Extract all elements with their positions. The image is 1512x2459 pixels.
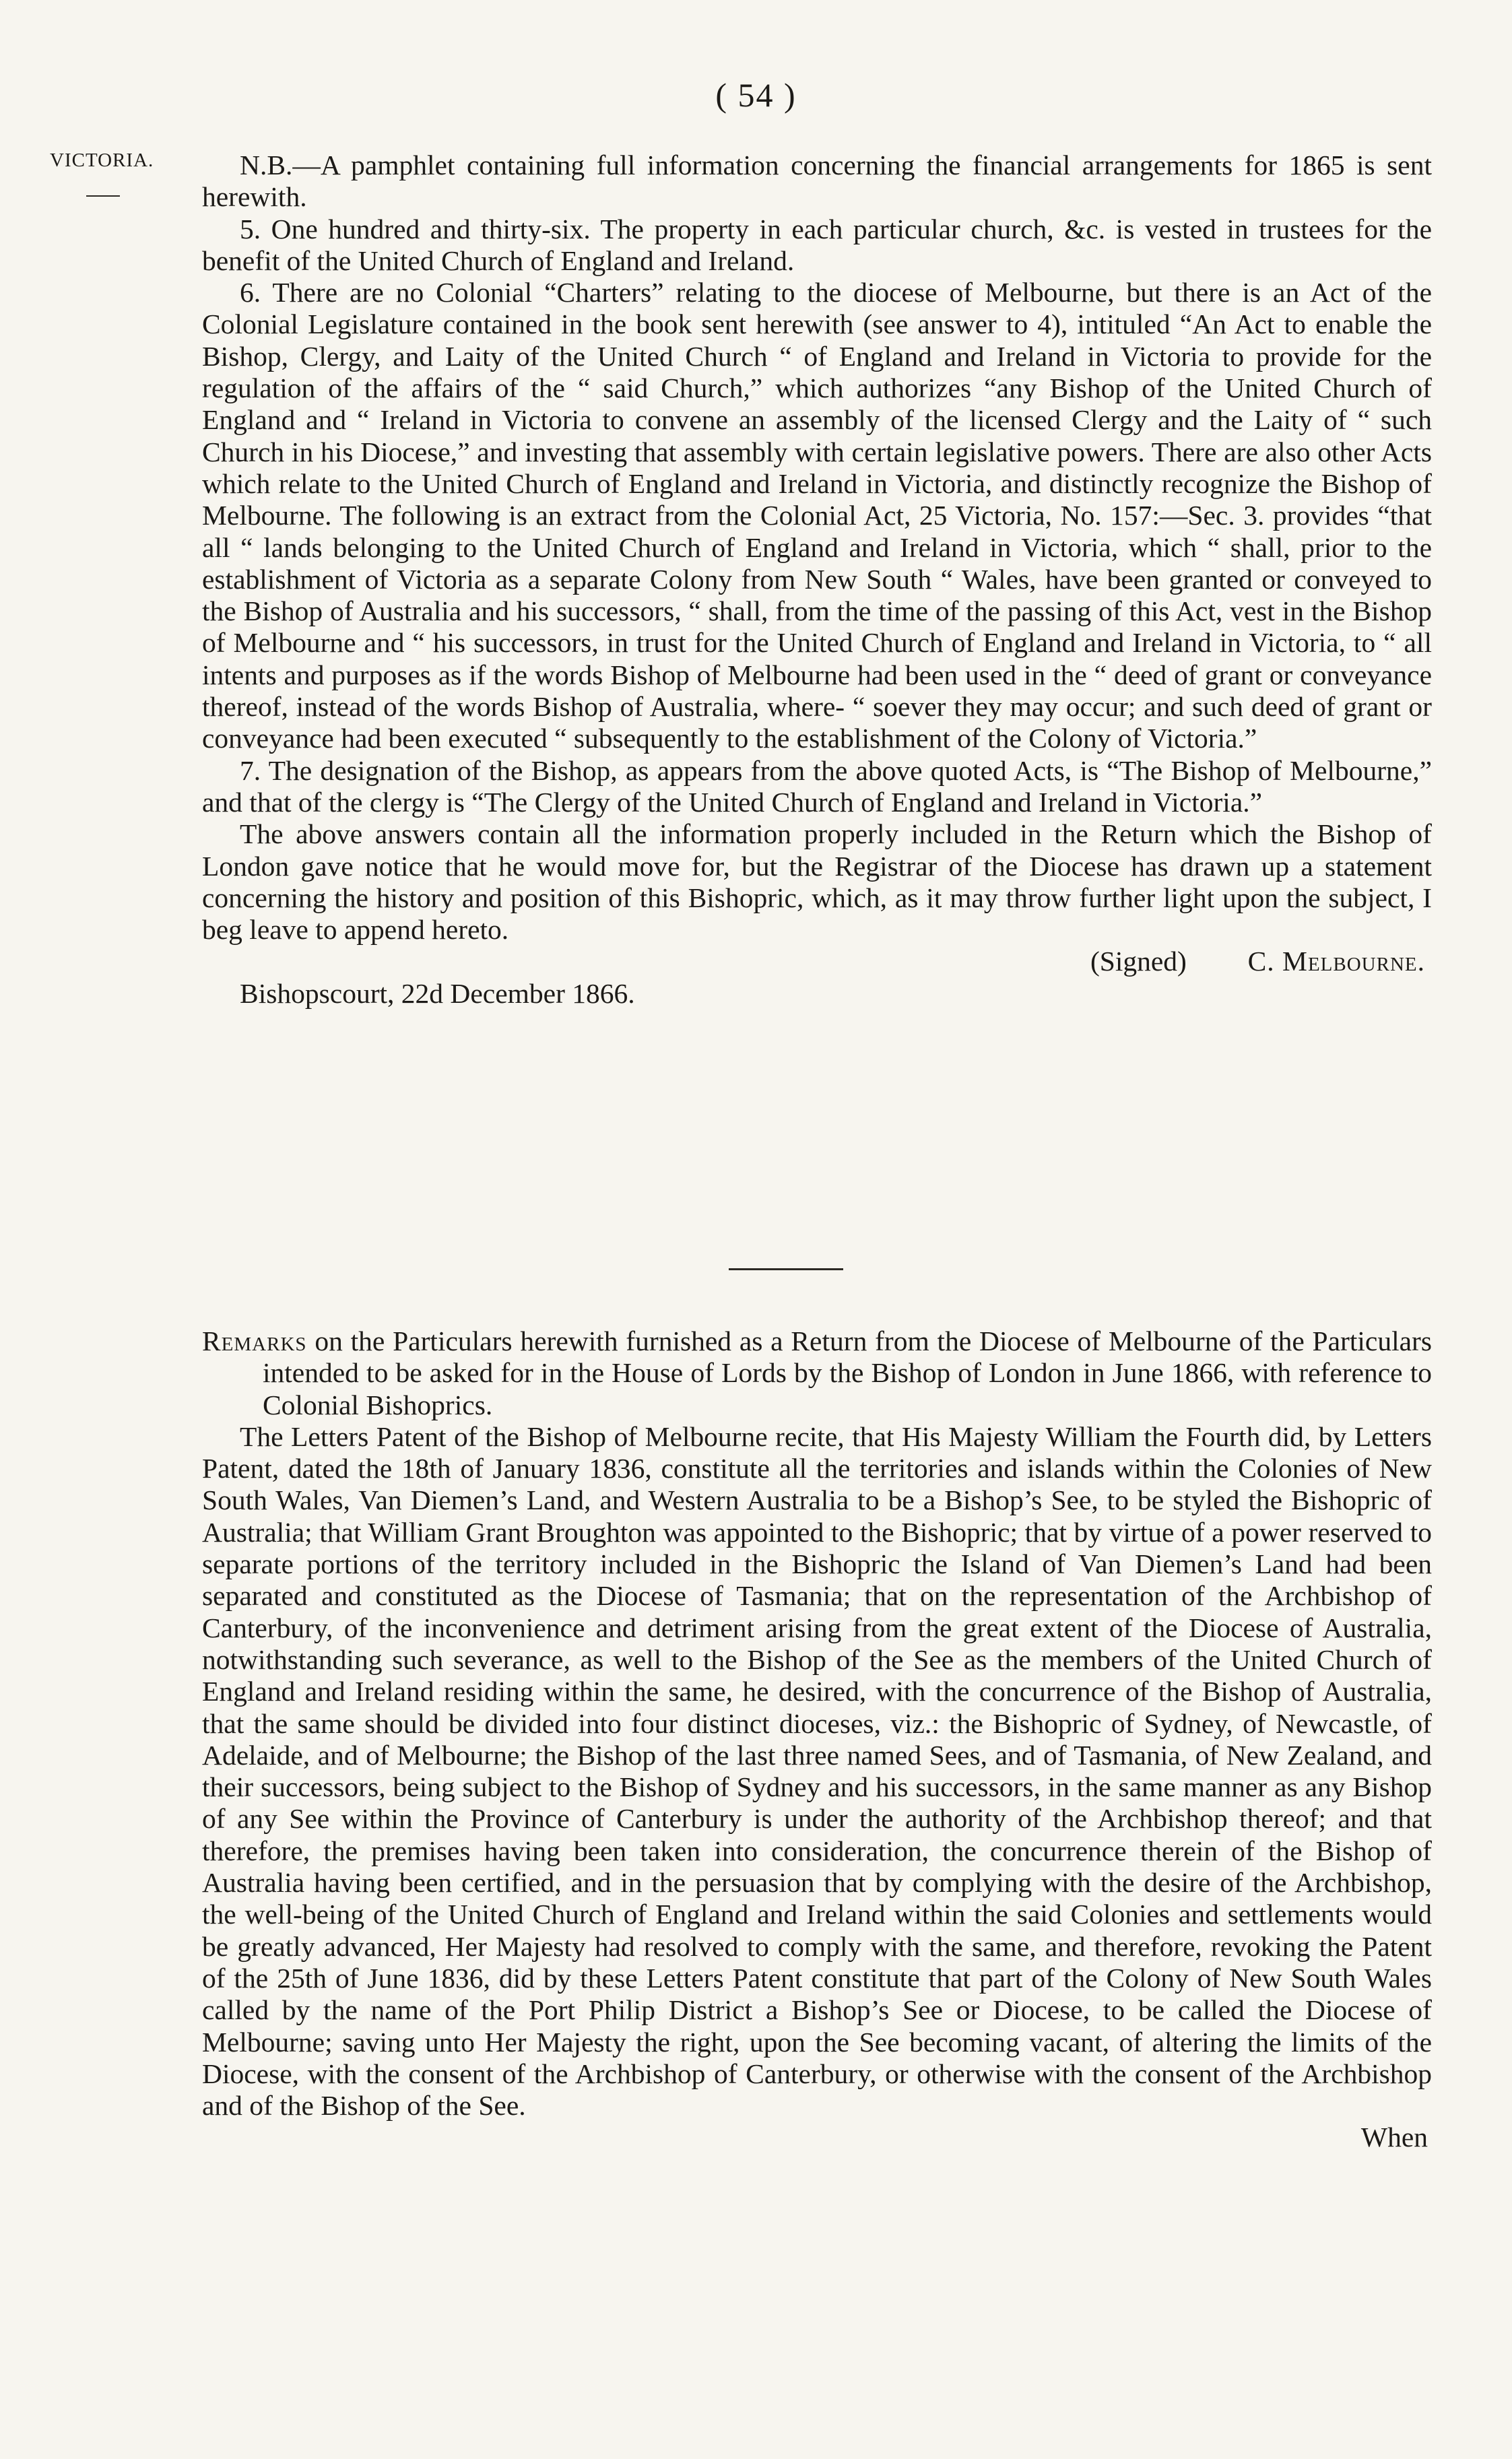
remarks-heading-text: on the Particulars herewith furnished as a Return from the Diocese of Melbourne of the Particulars intended to be asked for in the House of Lords by the Bishop of London in June 1866, with reference to Colonial Bishoprics. — [263, 1325, 1432, 1420]
remarks-heading — [202, 1325, 1432, 1421]
answers-block — [202, 150, 1432, 1010]
margin-note: VICTORIA. — [50, 150, 154, 171]
catchword: When — [1360, 2122, 1428, 2153]
answer-5: 5. One hundred and thirty-six. The property in each particular church, &c. is vested in trustees for the benefit of the United Church of England and Ireland. — [202, 213, 1432, 276]
answer-7: 7. The designation of the Bishop, as appears from the above quoted Acts, is “The Bishop of Melbourne,” and that of the clergy is “The Clergy of the United Church of England and Ireland in Victoria.” — [202, 754, 1432, 818]
remarks-paragraph: The Letters Patent of the Bishop of Melbourne recite, that His Majesty William the Fourth did, by Letters Patent, dated the 18th of January 1836, constitute all the territories and islands within the Colonies of New South Wales, Van Diemen’s Land, and Western Australia to be a Bishop’s See, to be styled the Bishopric of Australia; that William Grant Broughton was appointed to the Bishopric; that by virtue of a power reserved to separate portions of the territory included in the Bishopric the Island of Van Diemen’s Land had been separated and constituted as the Diocese of Tasmania; that on the representation of the Archbishop of Canterbury, of the inconvenience and detriment arising from the great extent of the Diocese of Australia, notwithstanding such severance, as well to the Bishop of the See as the members of the United Church of England and Ireland residing within the same, he desired, with the concurrence of the Bishop of Australia, that the same should be divided into four distinct dioceses, viz.: the Bishopric of Sydney, of Newcastle, of Adelaide, and of Melbourne; the Bishop of the last three named Sees, and of Tasmania, of New Zealand, and their successors, being subject to the Bishop of Sydney and his successors, in the same manner as any Bishop of any See within the Province of Canterbury is under the authority of the Archbishop thereof; and that therefore, the premises having been taken into consideration, the concurrence therein of the Bishop of Australia having been certified, and in the persuasion that by complying with the desire of the Archbishop, the well-being of the United Church of England and Ireland within the said Colonies and settlements would be greatly advanced, Her Majesty had resolved to comply with the same, and therefore, revoking the Patent of the 25th of June 1836, did by these Letters Patent constitute that part of the Colony of New South Wales called by the name of the Port Philip District a Bishop’s See or Diocese, to be called the Diocese of Melbourne; saving unto Her Majesty the right, upon the See becoming vacant, of altering the limits of the Diocese, with the consent of the Archbishop of Canterbury, or otherwise with the consent of the Archbishop and of the Bishop of the See. — [202, 1420, 1432, 2122]
answer-6: 6. There are no Colonial “Charters” relating to the diocese of Melbourne, but there is an Act of the Colonial Legislature contained in the book sent herewith (see answer to 4), intituled “An Act to enable the Bishop, Clergy, and Laity of the United Church “ of England and Ireland in Victoria to provide for the regulation of the affairs of the “ said Church,” which authorizes “any Bishop of the United Church of England and “ Ireland in Victoria to convene an assembly of the licensed Clergy and the Laity of “ such Church in his Diocese,” and investing that assembly with certain legislative powers. There are also other Acts which relate to the United Church of England and Ireland in Victoria, and distinctly recognize the Bishop of Melbourne. The following is an extract from the Colonial Act, 25 Victoria, No. 157:—Sec. 3. provides “that all “ lands belonging to the United Church of England and Ireland in Victoria, which “ shall, prior to the establishment of Victoria as a separate Colony from New South “ Wales, have been granted or conveyed to the Bishop of Australia and his successors, “ shall, from the time of the passing of this Act, vest in the Bishop of Melbourne and “ his successors, in trust for the United Church of England and Ireland in Victoria, to “ all intents and purposes as if the words Bishop of Melbourne had been used in the “ deed of grant or conveyance thereof, instead of the words Bishop of Australia, where- “ soever they may occur; and such deed of grant or conveyance had been executed “ subsequently to the establishment of the Colony of Victoria.” — [202, 277, 1432, 754]
remarks-lead: Remarks — [202, 1325, 307, 1356]
signature-line — [202, 946, 1432, 977]
remarks-block — [202, 1325, 1432, 2154]
section-divider — [729, 1268, 843, 1270]
signature-label: (Signed) — [1090, 946, 1187, 977]
signature-name: C. Melbourne. — [1247, 946, 1425, 977]
nb-paragraph: N.B.—A pamphlet containing full information concerning the financial arrangements for 1865 is sent herewith. — [202, 150, 1432, 213]
dateline: Bishopscourt, 22d December 1866. — [240, 977, 635, 1009]
margin-rule — [86, 195, 120, 197]
page-number: ( 54 ) — [715, 76, 797, 114]
closing-paragraph: The above answers contain all the information properly included in the Return which the Bishop of London gave notice that he would move for, but the Registrar of the Diocese has drawn up a statement concerning the history and position of this Bishopric, which, as it may throw further light upon the subject, I beg leave to append hereto. — [202, 818, 1432, 946]
